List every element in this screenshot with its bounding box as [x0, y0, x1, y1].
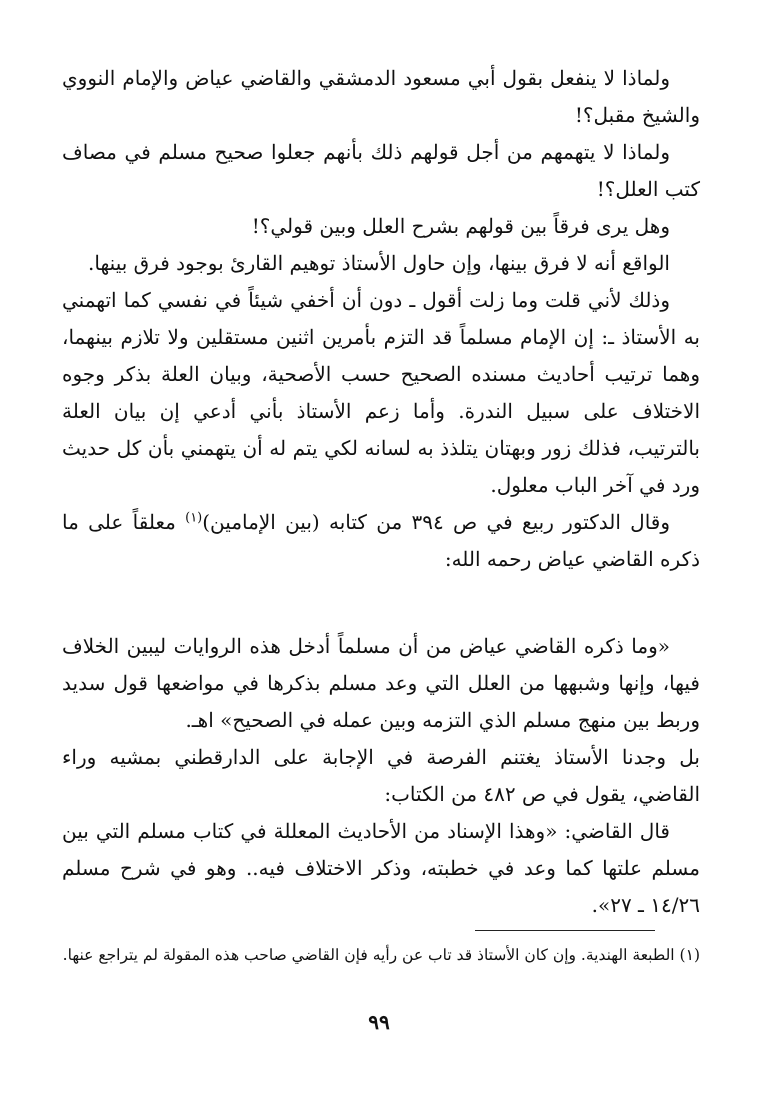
- main-text-lower: [62, 628, 700, 924]
- paragraph-5: وذلك لأني قلت وما زلت أقول ـ دون أن أخفي شيئاً في نفسي كما اتهمني به الأستاذ ـ: إن الإمام مسلماً قد التزم بأمرين اثنين مستقلين ولا تلازم بينهما، وهما ترتيب أحاديث مسنده الصحيح حسب الأصحية، وبيان العلة بذكر وجوه الاختلاف على سبيل الندرة. وأما زعم الأستاذ بأني أدعي إن بيان العلة بالترتيب، فذلك زور وبهتان يتلذذ به لسانه لكي يتم له أن يتهمني بأن كل حديث ورد في آخر الباب معلول.: [62, 288, 700, 497]
- paragraph-6-part-a: وقال الدكتور ربيع في ص ٣٩٤ من كتابه (بين الإمامين): [202, 510, 671, 534]
- paragraph-2: ولماذا لا يتهمهم من أجل قولهم ذلك بأنهم جعلوا صحيح مسلم في مصاف كتب العلل؟!: [62, 140, 700, 201]
- paragraph-3: وهل يرى فرقاً بين قولهم بشرح العلل وبين قولي؟!: [251, 214, 670, 238]
- paragraph-1: ولماذا لا ينفعل بقول أبي مسعود الدمشقي والقاضي عياض والإمام النووي والشيخ مقبل؟!: [62, 66, 700, 127]
- footnote-text: الطبعة الهندية. وإن كان الأستاذ قد تاب عن رأيه فإن القاضي صاحب هذه المقولة لم يتراجع عنها.: [62, 946, 675, 964]
- paragraph-6-part-b: معلقاً على ما ذكره القاضي عياض رحمه الله:: [62, 510, 700, 571]
- footnote-divider: [475, 930, 655, 931]
- footnote-marker: (١): [679, 946, 700, 964]
- page-number: ٩٩: [368, 1010, 390, 1034]
- paragraph-8: قال القاضي: «وهذا الإسناد من الأحاديث المعللة في كتاب مسلم التي بين مسلم علتها كما وعد في خطبته، وذكر الاختلاف فيه.. وهو في شرح مسلم ١٤/٢٦ ـ ٢٧».: [62, 819, 700, 917]
- paragraph-4: الواقع أنه لا فرق بينها، وإن حاول الأستاذ توهيم القارئ بوجود فرق بينها.: [88, 251, 670, 275]
- footnote-reference: (١): [185, 510, 203, 526]
- quote-paragraph: «وما ذكره القاضي عياض من أن مسلماً أدخل هذه الروايات ليبين الخلاف فيها، وإنها وشبهها من العلل التي وعد مسلم بذكرها في مواضعها قول سديد وربط بين منهج مسلم الذي التزمه وبين عمله في الصحيح» اهـ.: [62, 634, 700, 732]
- footnote: [62, 940, 700, 970]
- paragraph-6: [62, 504, 700, 578]
- main-text-upper: [62, 60, 700, 578]
- paragraph-7: بل وجدنا الأستاذ يغتنم الفرصة في الإجابة على الدارقطني بمشيه وراء القاضي، يقول في ص ٤٨٢ من الكتاب:: [62, 745, 700, 806]
